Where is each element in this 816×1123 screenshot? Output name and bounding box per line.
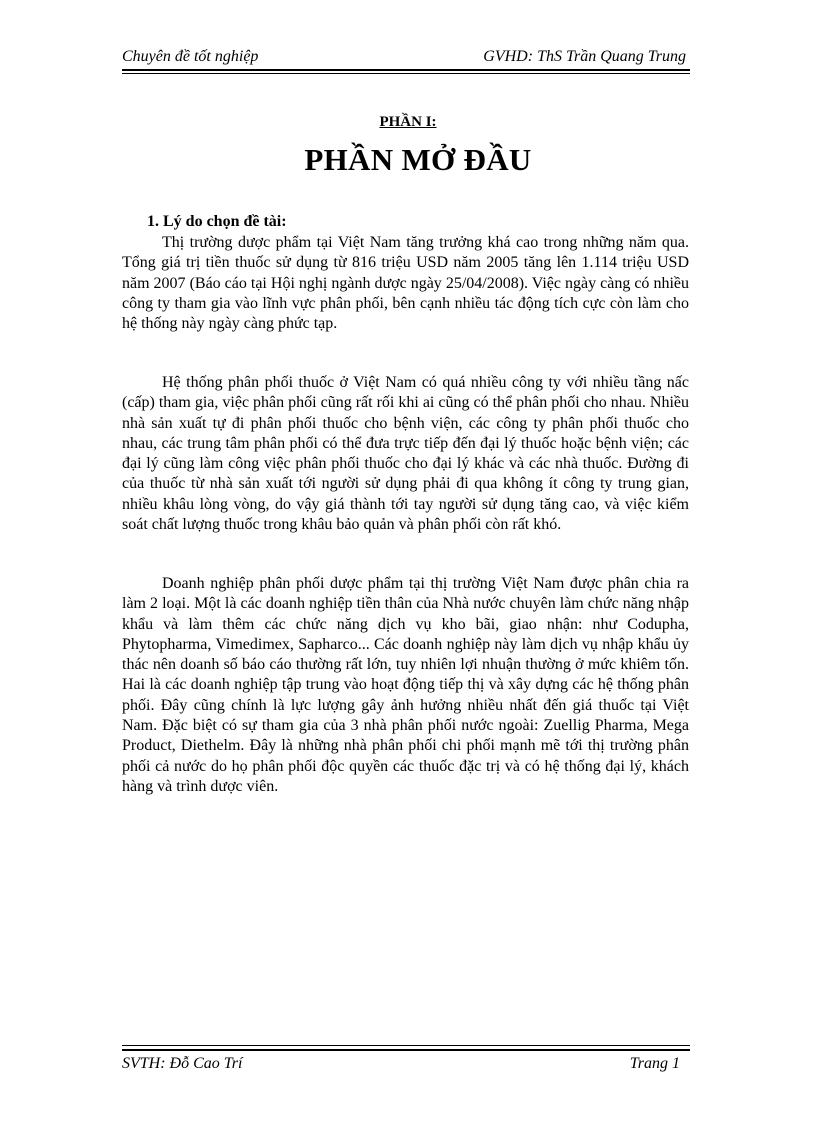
paragraph-1-text: Thị trường dược phẩm tại Việt Nam tăng trưởng khá cao trong những năm qua. Tổng giá trị tiền thuốc sử dụng từ 816 triệu USD năm 2005 tăng lên 1.114 triệu USD năm 2007 (Báo cáo tại Hội nghị ngành dược ngày 25/04/2008). Việc ngày càng có nhiều công ty tham gia vào lĩnh vực phân phối, bên cạnh nhiều tác động tích cực còn làm cho hệ thống này ngày càng phức tạp. (122, 234, 689, 333)
header-supervisor: GVHD: ThS Trần Quang Trung (483, 48, 686, 65)
paragraph-2 (122, 373, 689, 535)
header-document-type: Chuyên đề tốt nghiệp (122, 48, 259, 65)
footer-rule-thick (122, 1049, 690, 1051)
page-title: PHẦN MỞ ĐẦU (304, 142, 532, 177)
page-footer (122, 1045, 690, 1075)
part-label (0, 114, 816, 131)
footer-student: SVTH: Đỗ Cao Trí (122, 1055, 243, 1072)
paragraph-1 (122, 233, 689, 334)
page-number: Trang 1 (629, 1055, 680, 1072)
header-rule-thick (122, 69, 690, 71)
paragraph-2-text: Hệ thống phân phối thuốc ở Việt Nam có quá nhiều công ty với nhiều tầng nấc (cấp) tham gia, việc phân phối cũng rất rối khi ai cũng có thể phân phối cho nhau. Nhiều nhà sản xuất tự đi phân phối thuốc cho bệnh viện, các công ty phân phối thuốc cho nhau, các trung tâm phân phối có thể đưa trực tiếp đến đại lý thuốc hoặc bệnh viện; các đại lý cũng làm công việc phân phối thuốc cho đại lý khác và các nhà thuốc. Đường đi của thuốc từ nhà sản xuất tới người sử dụng phải đi qua không ít công ty trung gian, nhiều khâu lòng vòng, do vậy giá thành tới tay người sử dụng tăng cao, và việc kiểm soát chất lượng thuốc trong khâu bảo quản và phân phối còn rất khó. (122, 374, 689, 534)
footer-rule-thin (122, 1045, 690, 1046)
page-header (122, 46, 690, 72)
header-rule-thin (122, 73, 690, 74)
paragraph-3-text: Doanh nghiệp phân phối dược phẩm tại thị trường Việt Nam được phân chia ra làm 2 loại. Một là các doanh nghiệp tiền thân của Nhà nước chuyên làm chức năng nhập khẩu và làm thêm các chức năng dịch vụ kho bãi, giao nhận: như Codupha, Phytopharma, Vimedimex, Sapharco... Các doanh nghiệp này làm dịch vụ nhập khẩu ủy thác nên doanh số báo cáo thường rất lớn, tuy nhiên lợi nhuận thường ở mức khiêm tốn. Hai là các doanh nghiệp tập trung vào hoạt động tiếp thị và xây dựng các hệ thống phân phối. Đây cũng chính là lực lượng gây ảnh hưởng nhiều nhất đến giá thuốc tại Việt Nam. Đặc biệt có sự tham gia của 3 nhà phân phối nước ngoài: Zuellig Pharma, Mega Product, Diethelm. Đây là những nhà phân phối chi phối mạnh mẽ tới thị trường phân phối cả nước do họ phân phối độc quyền các thuốc đặc trị và có hệ thống đại lý, khách hàng và trình dược viên. (122, 575, 689, 795)
section-heading: 1. Lý do chọn đề tài: (147, 213, 287, 230)
paragraph-3 (122, 574, 689, 797)
part-label-text: PHẦN I: (379, 114, 437, 130)
